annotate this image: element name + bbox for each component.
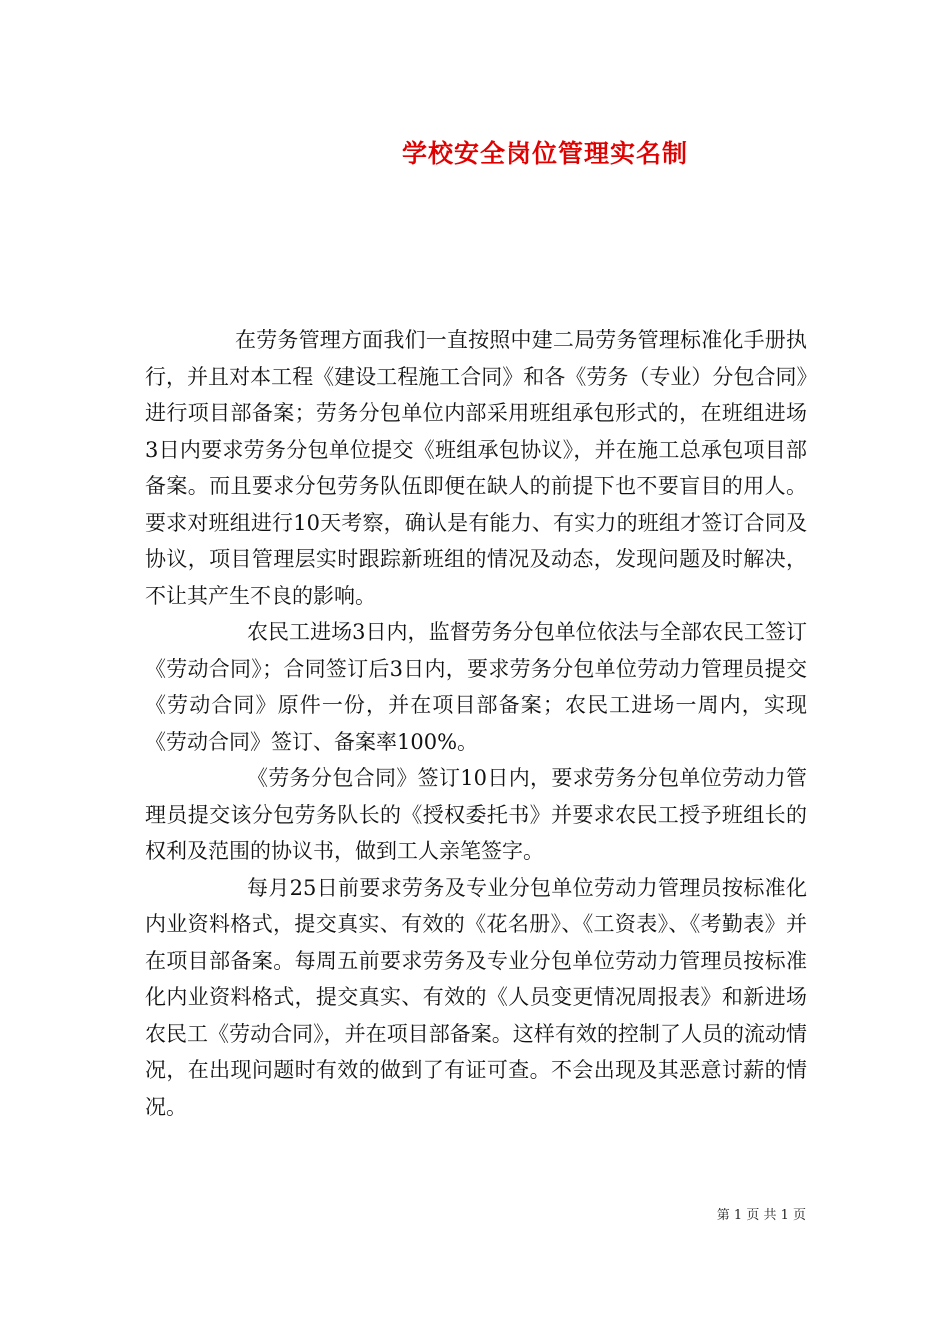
page-number: 第 1 页 共 1 页 (716, 1208, 806, 1223)
document-title: 学校安全岗位管理实名制 (401, 139, 688, 168)
paragraph-labor-management: 在劳务管理方面我们一直按照中建二局劳务管理标准化手册执行，并且对本工程《建设工程施工合同》和各《劳务（专业）分包合同》进行项目部备案；劳务分包单位内部采用班组承包形式的，在班组进场3日内要求劳务分包单位提交《班组承包协议》，并在施工总承包项目部备案。而且要求分包劳务队伍即便在缺人的前提下也不要盲目的用人。要求对班组进行10天考察，确认是有能力、有实力的班组才签订合同及协议，项目管理层实时跟踪新班组的情况及动态，发现问题及时解决，不让其产生不良的影响。 (145, 328, 807, 608)
paragraph-labor-contract: 农民工进场3日内，监督劳务分包单位依法与全部农民工签订《劳动合同》；合同签订后3日内，要求劳务分包单位劳动力管理员提交《劳动合同》原件一份，并在项目部备案；农民工进场一周内，实现《劳动合同》签订、备案率100%。 (145, 620, 807, 754)
paragraph-monthly-records: 每月25日前要求劳务及专业分包单位劳动力管理员按标准化内业资料格式，提交真实、有效的《花名册》、《工资表》、《考勤表》并在项目部备案。每周五前要求劳务及专业分包单位劳动力管理员按标准化内业资料格式，提交真实、有效的《人员变更情况周报表》和新进场农民工《劳动合同》，并在项目部备案。这样有效的控制了人员的流动情况，在出现问题时有效的做到了有证可查。不会出现及其恶意讨薪的情况。 (145, 875, 807, 1119)
paragraph-subcontract-authorization: 《劳务分包合同》签订10日内，要求劳务分包单位劳动力管理员提交该分包劳务队长的《授权委托书》并要求农民工授予班组长的权利及范围的协议书，做到工人亲笔签字。 (145, 766, 807, 863)
document-body (145, 322, 807, 1125)
